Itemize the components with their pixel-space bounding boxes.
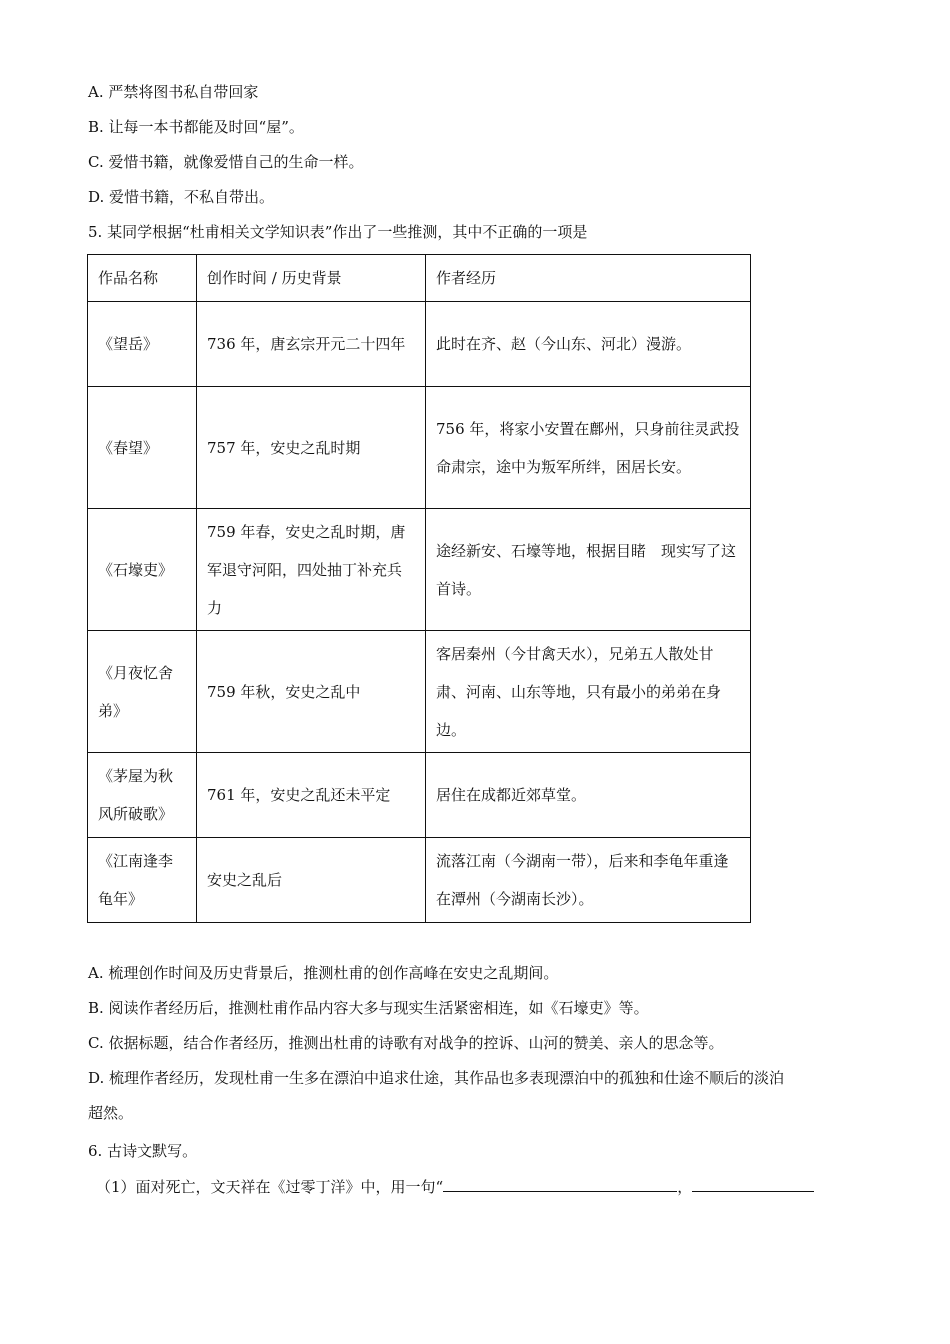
q5-option-a: A. 梳理创作时间及历史背景后，推测杜甫的创作高峰在安史之乱期间。 — [88, 964, 559, 982]
q6-item-1-comma: ， — [677, 1178, 693, 1196]
q4-option-d: D. 爱惜书籍，不私自带出。 — [88, 188, 275, 206]
work-experience: 此时在齐、赵（今山东、河北）漫游。 — [426, 302, 751, 387]
work-time: 安史之乱后 — [197, 838, 426, 923]
q4-option-b: B. 让每一本书都能及时回“屋”。 — [88, 118, 304, 136]
table-row — [88, 753, 751, 838]
work-experience: 流落江南（今湖南一带），后来和李龟年重逢在潭州（今湖南长沙）。 — [426, 838, 751, 923]
q5-option-b: B. 阅读作者经历后，推测杜甫作品内容大多与现实生活紧密相连，如《石壕吏》等。 — [88, 999, 649, 1017]
work-experience: 居住在成都近郊草堂。 — [426, 753, 751, 838]
work-experience: 756 年，将家小安置在鄜州，只身前往灵武投命肃宗，途中为叛军所绊，困居长安。 — [426, 387, 751, 509]
table-row — [88, 838, 751, 923]
work-time: 759 年秋，安史之乱中 — [197, 631, 426, 753]
q5-option-d-continued: 超然。 — [88, 1104, 134, 1122]
table-row — [88, 387, 751, 509]
table-row — [88, 302, 751, 387]
q5-stem: 5. 某同学根据“杜甫相关文学知识表”作出了一些推测，其中不正确的一项是 — [88, 223, 588, 241]
answer-blank[interactable] — [443, 1176, 677, 1192]
q5-option-d: D. 梳理作者经历，发现杜甫一生多在漂泊中追求仕途，其作品也多表现漂泊中的孤独和仕途不顺后的淡泊 — [88, 1069, 785, 1087]
work-title: 《月夜忆舍弟》 — [88, 631, 197, 753]
q4-option-a: A. 严禁将图书私自带回家 — [88, 83, 259, 101]
dufu-literature-table — [87, 254, 751, 923]
work-time: 759 年春，安史之乱时期，唐军退守河阳，四处抽丁补充兵力 — [197, 509, 426, 631]
work-time: 757 年，安史之乱时期 — [197, 387, 426, 509]
q6-item-1 — [96, 1176, 814, 1197]
table-row — [88, 509, 751, 631]
header-experience: 作者经历 — [426, 255, 751, 302]
header-time: 创作时间 / 历史背景 — [197, 255, 426, 302]
table-row — [88, 631, 751, 753]
q6-item-1-prompt: （1）面对死亡，文天祥在《过零丁洋》中，用一句“ — [96, 1178, 444, 1196]
work-title: 《茅屋为秋风所破歌》 — [88, 753, 197, 838]
work-experience: 客居秦州（今甘禽天水），兄弟五人散处甘肃、河南、山东等地，只有最小的弟弟在身边。 — [426, 631, 751, 753]
work-time: 736 年，唐玄宗开元二十四年 — [197, 302, 426, 387]
q5-option-c: C. 依据标题，结合作者经历，推测出杜甫的诗歌有对战争的控诉、山河的赞美、亲人的思念等。 — [88, 1034, 724, 1052]
work-experience: 途经新安、石壕等地，根据目睹 现实写了这首诗。 — [426, 509, 751, 631]
work-time: 761 年，安史之乱还未平定 — [197, 753, 426, 838]
q6-stem: 6. 古诗文默写。 — [88, 1142, 198, 1160]
header-title: 作品名称 — [88, 255, 197, 302]
work-title: 《江南逢李龟年》 — [88, 838, 197, 923]
work-title: 《望岳》 — [88, 302, 197, 387]
table-header-row — [88, 255, 751, 302]
work-title: 《石壕吏》 — [88, 509, 197, 631]
answer-blank[interactable] — [692, 1176, 814, 1192]
q4-option-c: C. 爱惜书籍，就像爱惜自己的生命一样。 — [88, 153, 364, 171]
work-title: 《春望》 — [88, 387, 197, 509]
